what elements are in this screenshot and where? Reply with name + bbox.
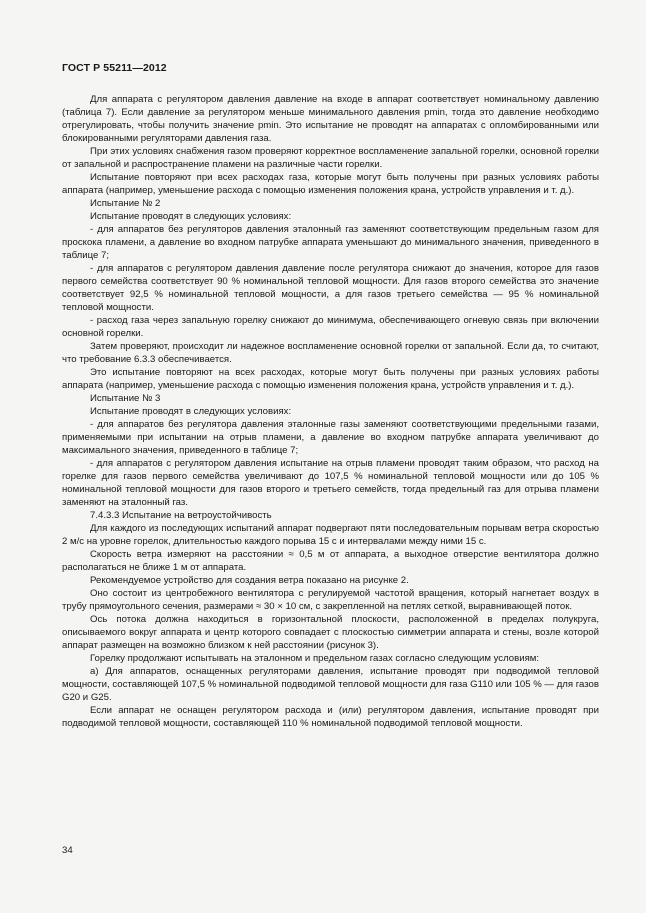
list-item: а) Для аппаратов, оснащенных регуляторами давления, испытание проводят при подводимой тепловой мощности, составляющей 107,5 % номинальной подводимой тепловой мощности для газа G110 или 105 % — для газов G20 и G25. [62,666,599,703]
paragraph: Рекомендуемое устройство для создания ветра показано на рисунке 2. [90,575,409,586]
section-heading: Испытание № 2 [90,198,161,209]
paragraph: Затем проверяют, происходит ли надежное воспламенение основной горелки от запальной. Если да, то считают, что требование 6.3.3 обеспечивается. [62,341,599,365]
document-header: ГОСТ Р 55211—2012 [62,62,167,74]
paragraph: Горелку продолжают испытывать на эталонном и предельном газах согласно следующим условиям: [90,653,540,664]
paragraph: При этих условиях снабжения газом проверяют корректное воспламенение запальной горелки, основной горелки от запальной и распространение пламени на различные части горелки. [62,146,599,170]
paragraph: Для аппарата с регулятором давления давление на входе в аппарат соответствует номинальному давлению (таблица 7). Если давление за регулятором меньше минимального давления pmin, тогда это давление необходимо отрегулировать, чтобы получить значение pmin. Это испытание не проводят на аппаратах с опломбированными или блокированными регуляторами давления газа. [62,94,599,144]
section-heading: 7.4.3.3 Испытание на ветроустойчивость [90,510,272,521]
page-number: 34 [62,845,73,856]
paragraph: Ось потока должна находиться в горизонтальной плоскости, расположенной в пределах полукруга, описываемого вокруг аппарата и центр которого совпадает с плоскостью симметрии аппарата и стены, возле которой аппарат размещен на возможно близком к ней расстоянии (рисунок 3). [62,614,599,651]
list-item: - для аппаратов без регулятора давления эталонные газы заменяют соответствующими предельными газами, применяемыми при испытании на отрыв пламени, а давление во входном патрубке аппарата увеличивают до максимального значения, приведенного в таблице 7; [62,419,599,456]
paragraph: Это испытание повторяют на всех расходах, которые могут быть получены при разных условиях работы аппарата (например, уменьшение расхода с помощью изменения положения крана, устройств управления и т. д.). [62,367,599,391]
section-heading: Испытание № 3 [90,393,161,404]
paragraph: Если аппарат не оснащен регулятором расхода и (или) регулятором давления, испытание проводят при подводимой тепловой мощности, составляющей 110 % номинальной подводимой тепловой мощности. [62,705,599,729]
paragraph: Испытание проводят в следующих условиях: [90,406,292,417]
body-text [62,93,599,730]
list-item: - для аппаратов с регулятором давления испытание на отрыв пламени проводят таким образом, что расход на горелке для газов первого семейства увеличивают до 107,5 % номинальной тепловой мощности или до 105 % номинальной тепловой мощности для газов второго и третьего семейств, тогда предельный газ для отрыва пламени заменяют на эталонный газ. [62,458,599,508]
paragraph: Оно состоит из центробежного вентилятора с регулируемой частотой вращения, который нагнетает воздух в трубу прямоугольного сечения, размерами ≈ 30 × 10 см, с закрепленной на петлях сеткой, выравнивающей поток. [62,588,599,612]
paragraph: Скорость ветра измеряют на расстоянии ≈ 0,5 м от аппарата, а выходное отверстие вентилятора должно располагаться не ближе 1 м от аппарата. [62,549,599,573]
list-item: - расход газа через запальную горелку снижают до минимума, обеспечивающего огневую связь при включении основной горелки. [62,315,599,339]
paragraph: Испытание проводят в следующих условиях: [90,211,292,222]
paragraph: Для каждого из последующих испытаний аппарат подвергают пяти последовательным порывам ветра скоростью 2 м/с на уровне горелок, длительностью каждого порыва 15 с и интервалами между ними 15 с. [62,523,599,547]
list-item: - для аппаратов без регуляторов давления эталонный газ заменяют соответствующим предельным газом для проскока пламени, а давление во входном патрубке аппарата уменьшают до минимального значения, приведенного в таблице 7; [62,224,599,261]
paragraph: Испытание повторяют при всех расходах газа, которые могут быть получены при разных условиях работы аппарата (например, уменьшение расхода с помощью изменения положения крана, устройств управления и т. д.). [62,172,599,196]
list-item: - для аппаратов с регулятором давления давление после регулятора снижают до значения, которое для газов первого семейства соответствует 90 % номинальной тепловой мощности. Для газов второго семейства это значение соответствует 92,5 % номинальной тепловой мощности, а для газов третьего семейства — 95 % номинальной тепловой мощности. [62,263,599,313]
